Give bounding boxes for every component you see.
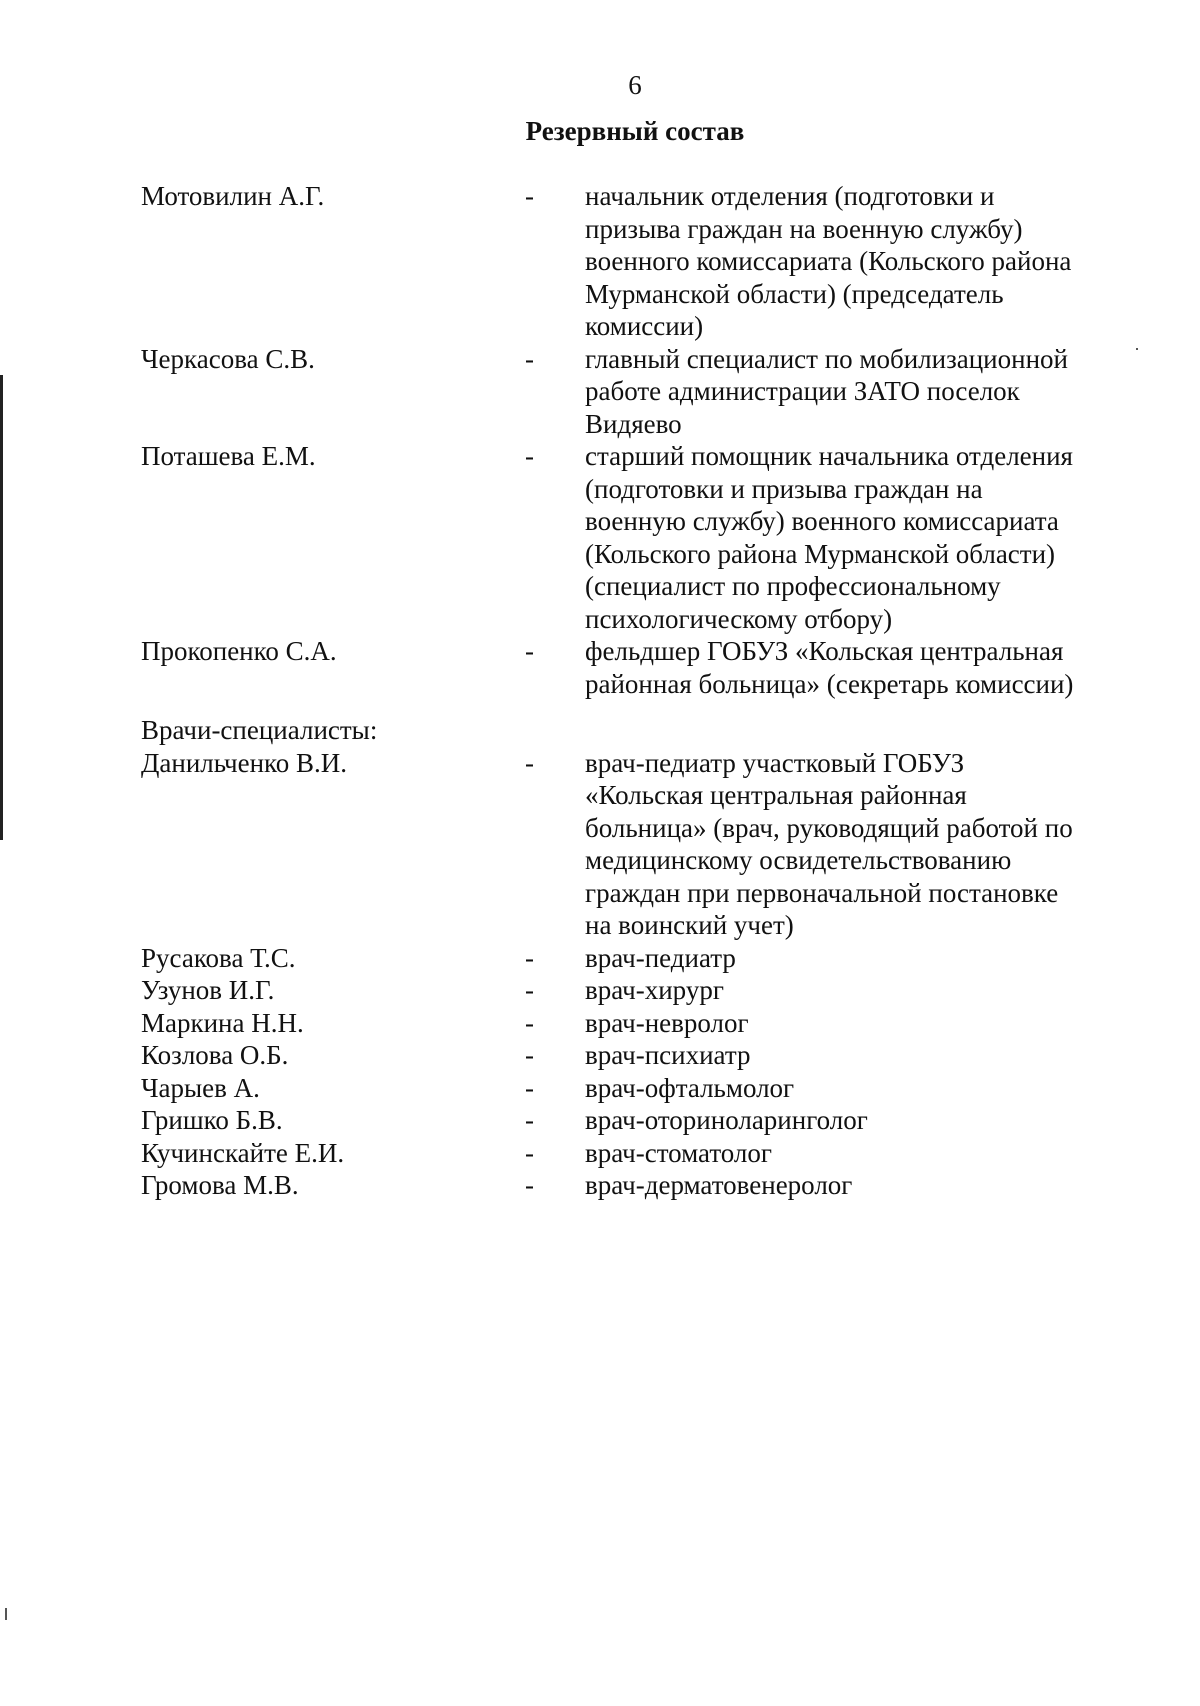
member-row bbox=[0, 1137, 1200, 1170]
member-name: Кучинскайте Е.И. bbox=[141, 1137, 345, 1168]
member-name: Козлова О.Б. bbox=[141, 1040, 289, 1070]
member-name: Чарыев А. bbox=[141, 1072, 260, 1103]
member-row bbox=[0, 635, 1200, 700]
separator-dash: - bbox=[525, 975, 534, 1005]
member-role: врач-офтальмолог bbox=[585, 1072, 795, 1103]
member-name: Мотовилин А.Г. bbox=[141, 181, 325, 211]
member-name: Узунов И.Г. bbox=[141, 975, 275, 1005]
page-number: 6 bbox=[628, 70, 642, 100]
separator-dash: - bbox=[525, 942, 534, 973]
member-name: Поташева Е.М. bbox=[141, 441, 316, 471]
member-name: Русакова Т.С. bbox=[141, 942, 296, 973]
separator-dash: - bbox=[525, 1137, 534, 1168]
member-name: Данильченко В.И. bbox=[141, 747, 348, 778]
separator-dash: - bbox=[525, 1040, 534, 1070]
member-role: врач-педиатр участковый ГОБУЗ «Кольская центральная районная больница» (врач, руководящий работой по медицинскому освидетельствованию граждан при первоначальной постановке на воинский учет) bbox=[585, 747, 1073, 940]
separator-dash: - bbox=[525, 441, 534, 471]
separator-dash: - bbox=[525, 1170, 534, 1200]
separator-dash: - bbox=[525, 1072, 534, 1103]
member-row bbox=[0, 747, 1200, 942]
member-group-specialists bbox=[0, 747, 1200, 1202]
member-role: врач-невролог bbox=[585, 1007, 749, 1038]
member-role: врач-дерматовенеролог bbox=[585, 1170, 853, 1200]
member-row bbox=[0, 942, 1200, 975]
member-row bbox=[0, 1169, 1200, 1202]
scan-speck bbox=[5, 1608, 7, 1620]
member-row bbox=[0, 180, 1200, 343]
separator-dash: - bbox=[525, 343, 534, 374]
member-group-main bbox=[0, 180, 1200, 700]
member-role: главный специалист по мобилизационной работе администрации ЗАТО поселок Видяево bbox=[585, 343, 1068, 439]
member-row bbox=[0, 1007, 1200, 1040]
member-row bbox=[0, 440, 1200, 635]
member-role: врач-педиатр bbox=[585, 942, 736, 973]
member-role: врач-психиатр bbox=[585, 1040, 751, 1070]
member-role: начальник отделения (подготовки и призыва граждан на военную службу) военного комиссариата (Кольского района Мурманской области) (председатель комиссии) bbox=[585, 181, 1072, 341]
member-row bbox=[0, 1104, 1200, 1137]
member-role: старший помощник начальника отделения (подготовки и призыва граждан на военную службу) военного комиссариата (Кольского района Мурманской области) (специалист по профессиональному психологическому отбору) bbox=[585, 441, 1073, 634]
separator-dash: - bbox=[525, 181, 534, 211]
section-title: Резервный состав bbox=[525, 116, 745, 146]
member-name: Маркина Н.Н. bbox=[141, 1007, 304, 1038]
member-name: Гришко Б.В. bbox=[141, 1105, 283, 1135]
member-role: фельдшер ГОБУЗ «Кольская центральная районная больница» (секретарь комиссии) bbox=[585, 636, 1074, 699]
specialists-label: Врачи-специалисты: bbox=[141, 715, 378, 745]
member-role: врач-оториноларинголог bbox=[585, 1105, 868, 1135]
member-row bbox=[0, 974, 1200, 1007]
separator-dash: - bbox=[525, 636, 534, 666]
separator-dash: - bbox=[525, 1105, 534, 1135]
separator-dash: - bbox=[525, 1007, 534, 1038]
member-role: врач-хирург bbox=[585, 975, 724, 1005]
member-row bbox=[0, 1072, 1200, 1105]
separator-dash: - bbox=[525, 747, 534, 778]
member-role: врач-стоматолог bbox=[585, 1137, 772, 1168]
member-name: Черкасова С.В. bbox=[141, 343, 315, 374]
member-name: Прокопенко С.А. bbox=[141, 636, 337, 666]
member-row bbox=[0, 1039, 1200, 1072]
member-row bbox=[0, 343, 1200, 441]
member-list bbox=[0, 180, 1200, 1202]
member-name: Громова М.В. bbox=[141, 1170, 299, 1200]
